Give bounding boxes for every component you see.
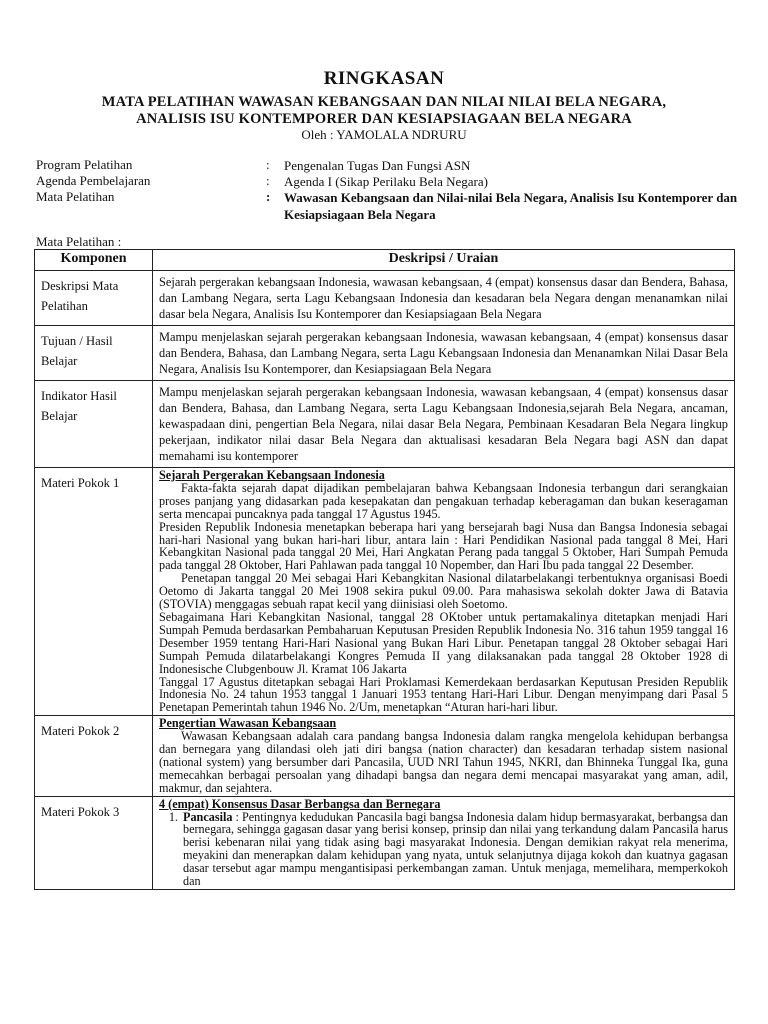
materi1-komponen: Materi Pokok 1 — [35, 468, 153, 716]
pancasila-text: : Pentingnya kedudukan Pancasila bagi bangsa Indonesia dalam hidup bermasyarakat, berbangsa dan bernegara, sehingga gagasan dasar yang berisi konsep, prinsip dan nilai yang terkandung dalam Pancasila harus berisi kebenaran nilai yang tidak asing bagi masyarakat Indonesia. Dengan demikian rakyat rela menerima, meyakini dan menerapkan dalam kehidupan yang nyata, untuk selanjutnya dijaga kokoh dan kuatnya gagasan dasar tersebut agar mampu mengantisipasi perkembangan zaman. Untuk menjaga, memelihara, memperkokoh dan — [183, 809, 728, 889]
row-deskripsi: Sejarah pergerakan kebangsaan Indonesia, wawasan kebangsaan, 4 (empat) konsensus dasar dan Bendera, Bahasa, dan Lambang Negara, serta Lagu Kebangsaan Indonesia dan kesadaran bela Negara dengan menanamkan nilai dasar bela Negara, Analisis Isu Kontemporer dan Kesiapsiagaan Bela Negara — [153, 271, 735, 326]
materi1-content — [153, 468, 735, 716]
meta-info — [36, 157, 736, 223]
materi2-heading: Pengertian Wawasan Kebangsaan — [159, 716, 337, 731]
materi1-paragraph: Presiden Republik Indonesia menetapkan beberapa hari yang bersejarah bagi Nusa dan Bangsa Indonesia sebagai hari-hari Nasional yang bukan hari-hari libur, antara lain : Hari Pendidikan Nasional pada tanggal 8 Mei, Hari Kebangkitan Nasional pada tanggal 20 Mei, Hari Angkatan Perang pada tanggal 5 Oktober, Hari Sumpah Pemuda pada tanggal 28 Oktober, Hari Pahlawan pada tanggal 10 Nopember, dan Hari Ibu pada tanggal 22 Desember. — [159, 519, 728, 573]
list-item — [181, 811, 728, 888]
materi1-paragraph: Fakta-fakta sejarah dapat dijadikan pembelajaran bahwa Kebangsaan Indonesia terbangun dari serangkaian proses panjang yang didasarkan pada kesepakatan dan pengakuan terhadap keberagaman dan bukan keseragaman serta mencapai puncaknya pada tanggal 17 Agustus 1945. — [159, 480, 728, 521]
meta-row-mata-pelatihan — [36, 189, 736, 223]
agenda-colon: : — [266, 173, 270, 188]
agenda-value: Agenda I (Sikap Perilaku Bela Negara) — [284, 174, 488, 189]
materi3-komponen: Materi Pokok 3 — [35, 796, 153, 889]
pancasila-title: Pancasila — [183, 809, 233, 824]
table-header-row — [35, 250, 735, 271]
header-komponen: Komponen — [35, 250, 153, 271]
header-deskripsi: Deskripsi / Uraian — [153, 250, 735, 271]
document-subtitle-line1: MATA PELATIHAN WAWASAN KEBANGSAAN DAN NILAI NILAI BELA NEGARA, — [101, 94, 667, 110]
table-row-materi-2 — [35, 716, 735, 796]
materi2-paragraph: Wawasan Kebangsaan adalah cara pandang bangsa Indonesia dalam rangka mengelola kehidupan berbangsa dan bernegara yang dilandasi oleh jati diri bangsa (nation character) dan kesadaran terhadap sistem nasional (national system) yang bersumber dari Pancasila, UUD NRI Tahun 1945, NKRI, dan Bhinneka Tunggal Ika, guna memecahkan berbagai persoalan yang dihadapi bangsa dan negara demi mencapai masyarakat yang aman, adil, makmur, dan sejahtera. — [159, 729, 728, 795]
row-komponen: Deskripsi Mata Pelatihan — [35, 271, 153, 326]
materi3-heading: 4 (empat) Konsensus Dasar Berbangsa dan Bernegara — [159, 796, 441, 811]
table-row-materi-1 — [35, 468, 735, 716]
materi1-paragraph: Sebagaimana Hari Kebangkitan Nasional, tanggal 28 OKtober untuk pertamakalinya ditetapkan menjadi Hari Sumpah Pemuda berdasarkan Pembaharuan Keputusan Presiden Republik Indonesia No. 316 tahun 1959 tanggal 16 Desember 1959 tentang Hari-Hari Nasional yang Bukan Hari Libur. Penetapan tanggal 28 Oktober sebagai Hari Sumpah Pemuda dilatarbelakangi Kongres Pemuda II yang dilaksanakan pada tanggal 28 Oktober 1928 di Indonesische Clubgenbouw Jl. Kramat 106 Jakarta — [159, 609, 728, 676]
row-komponen: Indikator Hasil Belajar — [35, 381, 153, 468]
table-row — [35, 381, 735, 468]
program-label: Program Pelatihan — [36, 157, 133, 172]
row-deskripsi: Mampu menjelaskan sejarah pergerakan kebangsaan Indonesia, wawasan kebangsaan, 4 (empat) konsensus dasar dan Bendera, Bahasa, dan Lambang Negara, serta Lagu Kebangsaan Indonesia,sejarah Bela Negara, ancaman, kewaspadaan dini, pengertian Bela Negara, nilai dasar Bela Negara, Pembinaan Kesadaran Bela Negara lingkup pekerjaan, indikator nilai dasar Bela Negara dan aktualisasi kesadaran Bela Negara bagi ASN dan dapat memahami isu kontemporer — [153, 381, 735, 468]
table-row — [35, 326, 735, 381]
materi3-content — [153, 796, 735, 889]
row-komponen: Tujuan / Hasil Belajar — [35, 326, 153, 381]
program-colon: : — [266, 157, 270, 172]
program-value: Pengenalan Tugas Dan Fungsi ASN — [284, 158, 471, 173]
mata-pelatihan-value: Wawasan Kebangsaan dan Nilai-nilai Bela Negara, Analisis Isu Kontemporer dan Kesiapsiagaan Bela Negara — [284, 190, 738, 222]
materi2-komponen: Materi Pokok 2 — [35, 716, 153, 796]
table-intro-label: Mata Pelatihan : — [36, 234, 122, 249]
materi1-paragraph: Penetapan tanggal 20 Mei sebagai Hari Kebangkitan Nasional dilatarbelakangi terbentuknya organisasi Boedi Oetomo di Jakarta tanggal 20 Mei 1908 sekira pukul 09.00. Para mahasiswa sekolah dokter Jawa di Batavia (STOVIA) menggagas sebuah rapat kecil yang diinisiasi oleh Soetomo. — [159, 571, 728, 612]
table-row — [35, 271, 735, 326]
content-table — [34, 249, 735, 890]
materi2-content — [153, 716, 735, 796]
author-line: Oleh : YAMOLALA NDRURU — [301, 127, 467, 142]
mata-pelatihan-label: Mata Pelatihan — [36, 189, 115, 204]
konsensus-list — [159, 811, 728, 888]
mata-pelatihan-colon: : — [266, 189, 271, 204]
document-title: RINGKASAN — [323, 68, 445, 89]
document-subtitle-line2: ANALISIS ISU KONTEMPORER DAN KESIAPSIAGAAN BELA NEGARA — [136, 111, 632, 127]
table-row-materi-3 — [35, 796, 735, 889]
meta-row-agenda — [36, 173, 736, 189]
materi1-paragraph: Tanggal 17 Agustus ditetapkan sebagai Hari Proklamasi Kemerdekaan berdasarkan Keputusan Presiden Republik Indonesia No. 24 tahun 1953 tanggal 1 Januari 1953 tentang Hari-Hari Libur. Dengan menyimpang dari Pasal 5 Penetapan Pemerintah tahun 1946 No. 2/Um, menetapkan “Aturan hari-hari libur. — [159, 674, 728, 715]
materi1-heading: Sejarah Pergerakan Kebangsaan Indonesia — [159, 468, 385, 482]
meta-row-program — [36, 157, 736, 173]
agenda-label: Agenda Pembelajaran — [36, 173, 151, 188]
row-deskripsi: Mampu menjelaskan sejarah pergerakan kebangsaan Indonesia, wawasan kebangsaan, 4 (empat) konsensus dasar dan Bendera, Bahasa, dan Lambang Negara, serta Lagu Kebangsaan Indonesia dan Menanamkan Nilai Dasar Bela Negara, Analisis Isu Kontemporer, dan Kesiapsiagaan Bela Negara — [153, 326, 735, 381]
